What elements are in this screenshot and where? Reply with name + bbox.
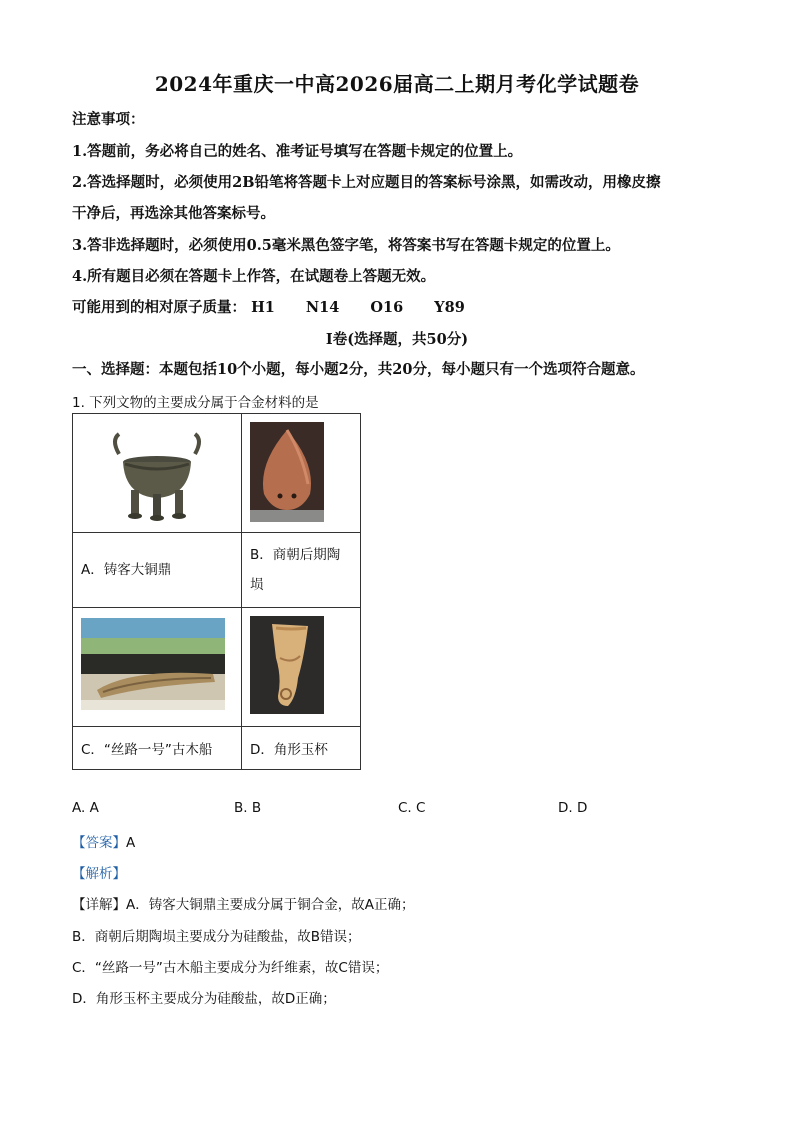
answer-value: A bbox=[126, 835, 136, 851]
answer-line bbox=[72, 831, 135, 851]
notice-item-2: 2.答选择题时，必须使用2B铅笔将答题卡上对应题目的答案标号涂黑，如需改动，用橡皮擦 bbox=[72, 174, 661, 191]
answer-tag: 【答案】 bbox=[72, 835, 126, 851]
wooden-ship-image bbox=[73, 608, 241, 722]
bronze-ding-image bbox=[73, 414, 241, 528]
detail-line-d: D．角形玉杯主要成分为硅酸盐，故D正确； bbox=[72, 991, 336, 1007]
page-title: 2024年重庆一中高2026届高二上期月考化学试题卷 bbox=[154, 72, 640, 96]
section-heading: 一、选择题：本题包括10个小题，每小题2分，共20分，每小题只有一个选项符合题意。 bbox=[72, 361, 645, 378]
option-c-label: C．“丝路一号”古木船 bbox=[73, 727, 242, 770]
atomic-mass-y: Y89 bbox=[434, 299, 465, 316]
option-b-label: B．商朝后期陶 bbox=[250, 547, 341, 563]
option-c-image-cell bbox=[73, 608, 242, 727]
option-b-label-cell bbox=[242, 533, 361, 608]
atomic-mass-o: O16 bbox=[370, 299, 404, 316]
option-a-image-cell bbox=[73, 414, 242, 533]
analysis-line bbox=[72, 862, 126, 882]
detail-line-b: B．商朝后期陶埙主要成分为硅酸盐，故B错误； bbox=[72, 929, 361, 945]
option-d-label: D．角形玉杯 bbox=[242, 727, 361, 770]
jade-cup-image bbox=[242, 608, 360, 722]
question-1-stem: 1. 下列文物的主要成分属于合金材料的是 bbox=[72, 395, 319, 411]
analysis-tag: 【解析】 bbox=[72, 866, 126, 882]
detail-line-1 bbox=[72, 893, 414, 913]
detail-text-a: A．铸客大铜鼎主要成分属于铜合金，故A正确； bbox=[126, 897, 415, 913]
notice-item-1: 1.答题前，务必将自己的姓名、准考证号填写在答题卡规定的位置上。 bbox=[72, 143, 523, 160]
atomic-mass-n: N14 bbox=[305, 299, 340, 316]
atomic-mass-h: H1 bbox=[251, 299, 275, 316]
option-b-image-cell bbox=[242, 414, 361, 533]
choice-b[interactable]: B. B bbox=[234, 800, 262, 816]
detail-line-c: C．“丝路一号”古木船主要成分为纤维素，故C错误； bbox=[72, 960, 389, 976]
notice-heading: 注意事项： bbox=[72, 111, 145, 128]
atomic-mass-line bbox=[72, 296, 465, 317]
pottery-xun-image bbox=[242, 414, 360, 528]
detail-tag: 【详解】 bbox=[72, 897, 126, 913]
option-b-label-cont: 埙 bbox=[250, 577, 264, 593]
choice-a[interactable]: A. A bbox=[72, 800, 99, 816]
question-1-options-table bbox=[72, 413, 361, 770]
part-heading: Ⅰ卷(选择题，共50分) bbox=[325, 331, 469, 348]
choice-c[interactable]: C. C bbox=[398, 800, 426, 816]
option-a-label: A．铸客大铜鼎 bbox=[73, 533, 242, 608]
notice-item-3: 3.答非选择题时，必须使用0.5毫米黑色签字笔，将答案书写在答题卡规定的位置上。 bbox=[72, 237, 620, 254]
choice-d[interactable]: D. D bbox=[558, 800, 588, 816]
atomic-mass-label: 可能用到的相对原子质量： bbox=[72, 299, 246, 316]
option-d-image-cell bbox=[242, 608, 361, 727]
notice-item-4: 4.所有题目必须在答题卡上作答，在试题卷上答题无效。 bbox=[72, 268, 436, 285]
notice-item-2-cont: 干净后，再选涂其他答案标号。 bbox=[72, 205, 275, 222]
